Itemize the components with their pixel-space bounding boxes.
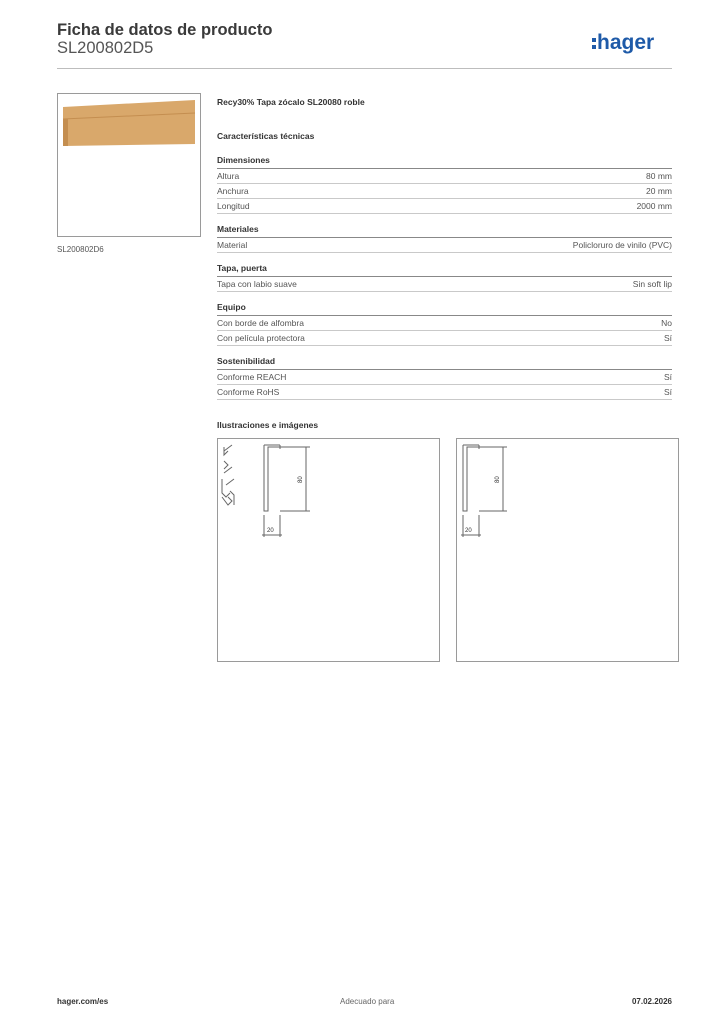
footer-date: 07.02.2026 (631, 997, 672, 1006)
spec-label: Conforme RoHS (217, 387, 280, 397)
spec-group-sustainability (217, 354, 672, 400)
brand-name: hager (597, 31, 655, 54)
spec-value: No (661, 318, 672, 328)
spec-row (217, 316, 672, 331)
spec-value: Sí (663, 333, 672, 343)
spec-value: Sin soft lip (632, 279, 672, 289)
spec-group-title: Dimensiones (217, 153, 672, 169)
spec-label: Anchura (217, 186, 249, 196)
profile-drawing (218, 439, 439, 661)
spec-value: 2000 mm (636, 201, 672, 211)
footer-website-link[interactable]: hager.com/es (57, 997, 109, 1006)
footer-suitable-for: Adecuado para (340, 997, 395, 1006)
spec-row (217, 331, 672, 346)
dim-height-label: 80 (298, 476, 304, 483)
spec-group-title: Tapa, puerta (217, 261, 672, 277)
spec-label: Longitud (217, 201, 250, 211)
product-name: Recy30% Tapa zócalo SL20080 roble (217, 97, 365, 107)
spec-table (217, 150, 672, 408)
spec-group-title: Sostenibilidad (217, 354, 672, 370)
spec-value: 20 mm (646, 186, 672, 196)
spec-label: Material (217, 240, 248, 250)
spec-value: Sí (663, 372, 672, 382)
spec-row (217, 277, 672, 292)
spec-group-equipment (217, 300, 672, 346)
spec-group-materials (217, 222, 672, 253)
spec-row (217, 385, 672, 400)
spec-group-cover (217, 261, 672, 292)
dim-width-label: 20 (465, 528, 472, 534)
spec-row (217, 199, 672, 214)
dim-height-label: 80 (495, 476, 501, 483)
product-photo (57, 93, 201, 237)
spec-group-title: Materiales (217, 222, 672, 238)
profile-drawing (457, 439, 678, 661)
spec-row (217, 370, 672, 385)
spec-row (217, 169, 672, 184)
spec-value: 80 mm (646, 171, 672, 181)
spec-label: Con borde de alfombra (217, 318, 304, 328)
illustration-profile (456, 438, 679, 662)
spec-group-title: Equipo (217, 300, 672, 316)
dim-width-label: 20 (267, 528, 274, 534)
hager-logo (592, 26, 672, 56)
baseboard-cover-image (58, 94, 200, 236)
spec-row (217, 238, 672, 253)
spec-label: Altura (217, 171, 240, 181)
page-title: Ficha de datos de producto (57, 21, 273, 39)
spec-row (217, 184, 672, 199)
spec-label: Tapa con labio suave (217, 279, 297, 289)
photo-caption: SL200802D6 (57, 245, 104, 254)
spec-group-dimensions (217, 153, 672, 214)
product-reference: SL200802D5 (57, 39, 154, 57)
spec-value: Policloruro de vinilo (PVC) (572, 240, 672, 250)
spec-value: Sí (663, 387, 672, 397)
spec-label: Conforme REACH (217, 372, 287, 382)
header-divider (57, 68, 672, 69)
spec-section-title: Características técnicas (217, 131, 315, 141)
illustrations-title: Ilustraciones e imágenes (217, 420, 319, 430)
spec-label: Con película protectora (217, 333, 305, 343)
illustration-profile-with-clips (217, 438, 440, 662)
